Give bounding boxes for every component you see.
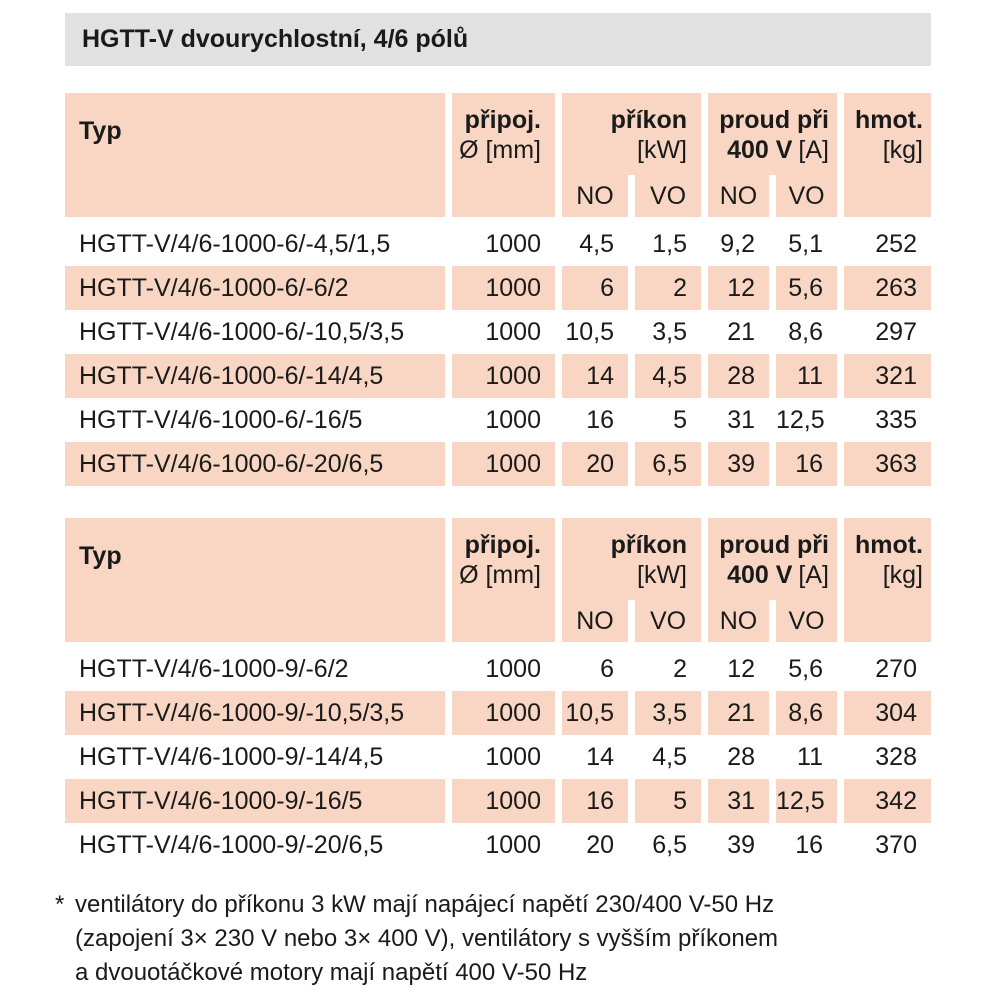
cell-d: 1000: [485, 743, 541, 771]
col-label-power: příkon: [610, 106, 687, 134]
footnote-line: ventilátory do příkonu 3 kW mají napájecí napětí 230/400 V-50 Hz: [75, 891, 775, 918]
col-label-typ: Typ: [79, 117, 122, 145]
cell-kw_no: 6: [600, 655, 614, 683]
cell-typ: HGTT-V/4/6-1000-9/-20/6,5: [79, 831, 384, 859]
col-label-current: proud při: [719, 531, 829, 559]
table-body: [65, 647, 931, 867]
col-unit-current: [A]: [798, 136, 829, 164]
cell-a_vo: 5,1: [788, 230, 823, 258]
cell-a_no: 31: [708, 779, 769, 823]
column-gap: [628, 600, 635, 642]
cell-d: 1000: [452, 442, 555, 486]
col-header-connection: [452, 93, 555, 217]
cell-typ: HGTT-V/4/6-1000-6/-16/5: [79, 406, 363, 434]
column-gap: [769, 175, 776, 217]
cell-kw_no: 16: [586, 406, 614, 434]
cell-kw_no: 16: [562, 779, 628, 823]
cell-a_no: 39: [708, 442, 769, 486]
col-unit-connection: Ø [mm]: [459, 136, 541, 164]
cell-a_vo: 11: [797, 743, 823, 771]
cell-kw_no: 4,5: [579, 230, 614, 258]
cell-kg: 342: [844, 779, 931, 823]
cell-d: 1000: [485, 318, 541, 346]
cell-typ: HGTT-V/4/6-1000-6/-6/2: [65, 266, 445, 310]
table-row: [65, 442, 931, 486]
cell-kw_vo: 3,5: [652, 318, 687, 346]
col-header-current: [708, 518, 837, 642]
cell-d: 1000: [485, 230, 541, 258]
col-label-typ: Typ: [79, 542, 122, 570]
subcol-current-no: NO: [719, 607, 758, 635]
cell-d: 1000: [452, 779, 555, 823]
col-voltage: 400 V: [727, 136, 793, 164]
cell-a_vo: 8,6: [788, 318, 823, 346]
column-gap: [628, 175, 635, 217]
column-gap: [769, 600, 776, 642]
cell-d: 1000: [485, 831, 541, 859]
col-unit-power: [kW]: [637, 136, 687, 164]
cell-typ: HGTT-V/4/6-1000-6/-20/6,5: [65, 442, 445, 486]
cell-d: 1000: [452, 691, 555, 735]
table-row: [65, 266, 931, 310]
col-header-typ: [65, 93, 445, 217]
cell-d: 1000: [485, 655, 541, 683]
cell-typ: HGTT-V/4/6-1000-6/-4,5/1,5: [79, 230, 391, 258]
table-body: [65, 222, 931, 486]
section-title: HGTT-V dvourychlostní, 4/6 pólů: [65, 13, 931, 66]
footnote: [55, 888, 778, 990]
cell-a_vo: 12,5: [776, 779, 837, 823]
cell-kw_vo: 6,5: [635, 442, 701, 486]
table-row: [65, 647, 931, 691]
col-unit-weight: [kg]: [882, 561, 923, 589]
cell-kw_vo: 1,5: [652, 230, 687, 258]
col-header-power: [562, 93, 701, 217]
cell-kg: 321: [844, 354, 931, 398]
cell-a_no: 12: [727, 655, 755, 683]
cell-a_vo: 12,5: [776, 406, 825, 434]
table-row: [65, 310, 931, 354]
cell-a_no: 9,2: [720, 230, 755, 258]
spec-table-1000-9: [65, 518, 931, 867]
col-header-weight: [844, 93, 931, 217]
cell-a_vo: 16: [776, 442, 837, 486]
cell-a_no: 31: [727, 406, 755, 434]
col-unit-power: [kW]: [637, 561, 687, 589]
cell-d: 1000: [452, 354, 555, 398]
col-label-weight: hmot.: [854, 106, 923, 134]
col-header-weight: [844, 518, 931, 642]
table-row: [65, 398, 931, 442]
cell-kw_vo: 2: [673, 655, 687, 683]
cell-kw_no: 10,5: [562, 691, 628, 735]
cell-typ: HGTT-V/4/6-1000-6/-10,5/3,5: [79, 318, 405, 346]
cell-kw_vo: 6,5: [652, 831, 687, 859]
subcol-power-no: NO: [576, 607, 614, 635]
cell-kg: 304: [844, 691, 931, 735]
cell-kw_no: 20: [562, 442, 628, 486]
cell-a_vo: 8,6: [776, 691, 837, 735]
subcol-current-vo: VO: [788, 607, 825, 635]
table-header: [65, 518, 931, 642]
cell-a_vo: 5,6: [776, 266, 837, 310]
cell-kw_no: 14: [586, 743, 614, 771]
cell-kg: 363: [844, 442, 931, 486]
table-header: [65, 93, 931, 217]
footnote-line: a dvouotáčkové motory mají napětí 400 V-50 Hz: [75, 959, 588, 986]
cell-kw_vo: 3,5: [635, 691, 701, 735]
col-label-connection: připoj.: [464, 531, 541, 559]
cell-a_vo: 11: [776, 354, 837, 398]
table-row: [65, 735, 931, 779]
col-unit-weight: [kg]: [882, 136, 923, 164]
cell-typ: HGTT-V/4/6-1000-9/-14/4,5: [79, 743, 384, 771]
subcol-current-vo: VO: [788, 182, 825, 210]
footnote-text: [75, 888, 778, 990]
col-header-connection: [452, 518, 555, 642]
cell-kg: 263: [844, 266, 931, 310]
subcol-power-no: NO: [576, 182, 614, 210]
cell-kw_no: 6: [562, 266, 628, 310]
col-label-connection: připoj.: [464, 106, 541, 134]
cell-typ: HGTT-V/4/6-1000-9/-16/5: [65, 779, 445, 823]
subcol-power-vo: VO: [649, 607, 687, 635]
cell-a_no: 28: [727, 743, 755, 771]
cell-kg: 370: [875, 831, 917, 859]
cell-typ: HGTT-V/4/6-1000-9/-6/2: [79, 655, 349, 683]
table-row: [65, 222, 931, 266]
cell-kw_no: 14: [562, 354, 628, 398]
cell-typ: HGTT-V/4/6-1000-9/-10,5/3,5: [65, 691, 445, 735]
table-row: [65, 779, 931, 823]
cell-typ: HGTT-V/4/6-1000-6/-14/4,5: [65, 354, 445, 398]
cell-kg: 252: [875, 230, 917, 258]
cell-kw_vo: 5: [635, 779, 701, 823]
cell-a_no: 21: [708, 691, 769, 735]
cell-kg: 270: [875, 655, 917, 683]
spec-table-1000-6: [65, 93, 931, 486]
col-header-power: [562, 518, 701, 642]
cell-a_no: 12: [708, 266, 769, 310]
col-label-current: proud při: [719, 106, 829, 134]
footnote-line: (zapojení 3× 230 V nebo 3× 400 V), ventilátory s vyšším příkonem: [75, 925, 779, 952]
table-row: [65, 823, 931, 867]
cell-a_no: 21: [727, 318, 755, 346]
cell-kg: 297: [875, 318, 917, 346]
cell-d: 1000: [485, 406, 541, 434]
table-row: [65, 691, 931, 735]
cell-kw_vo: 4,5: [635, 354, 701, 398]
col-header-current: [708, 93, 837, 217]
cell-kw_no: 10,5: [565, 318, 614, 346]
col-label-power: příkon: [610, 531, 687, 559]
cell-kg: 328: [875, 743, 917, 771]
col-voltage: 400 V: [727, 561, 793, 589]
cell-kw_vo: 4,5: [652, 743, 687, 771]
footnote-marker: *: [55, 891, 65, 918]
cell-kw_vo: 2: [635, 266, 701, 310]
table-row: [65, 354, 931, 398]
cell-a_vo: 16: [795, 831, 823, 859]
cell-kg: 335: [875, 406, 917, 434]
cell-kw_no: 20: [586, 831, 614, 859]
cell-a_no: 28: [708, 354, 769, 398]
col-label-weight: hmot.: [854, 531, 923, 559]
cell-kw_vo: 5: [673, 406, 687, 434]
subcol-power-vo: VO: [649, 182, 687, 210]
col-unit-current: [A]: [798, 561, 829, 589]
subcol-current-no: NO: [719, 182, 758, 210]
cell-a_vo: 5,6: [788, 655, 823, 683]
cell-a_no: 39: [727, 831, 755, 859]
col-header-typ: [65, 518, 445, 642]
cell-d: 1000: [452, 266, 555, 310]
col-unit-connection: Ø [mm]: [459, 561, 541, 589]
